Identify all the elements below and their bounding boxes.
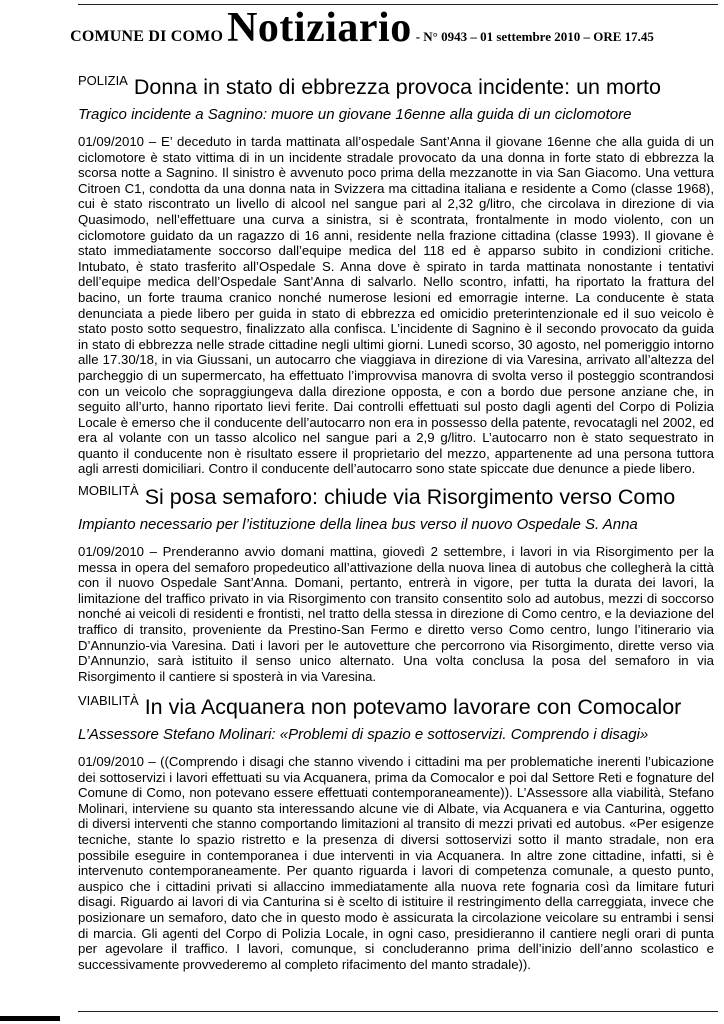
article-headline-row — [78, 686, 714, 725]
masthead-issue-info: - N° 0943 – 01 settembre 2010 – ORE 17.45 — [415, 29, 654, 44]
article-mobilita — [78, 476, 714, 684]
masthead-comune: COMUNE DI COMO — [70, 28, 224, 45]
bottom-corner-mark — [0, 1016, 60, 1021]
article-body: 01/09/2010 – Prenderanno avvio domani mattina, giovedì 2 settembre, i lavori in via Risorgimento per la messa in opera del semaforo propedeutico all’attivazione della nuova linea di autobus che collegherà la città con il nuovo Ospedale Sant’Anna. Domani, pertanto, entrerà in vigore, per tutta la durata dei lavori, la limitazione del traffico privato in via Risorgimento con transito consentito solo ad autobus, mezzi di soccorso nonché ai veicoli di residenti e frontisti, nel tratto della stessa in direzione di Como centro, e la deviazione del traffico di transito, proveniente da Prestino-San Fermo e diretto verso Como centro, lungo l’itinerario via D’Annunzio-via Varesina. Dati i lavori per le autovetture che percorrono via Risorgimento, dirette verso via D’Annunzio, sarà istituito il senso unico alternato. Una volta conclusa la posa del semaforo in via Risorgimento il cantiere si sposterà in via Varesina. — [78, 544, 714, 684]
bottom-rule — [78, 1011, 718, 1012]
masthead-title: Notiziario — [227, 5, 412, 51]
section-tag: MOBILITÀ — [78, 483, 139, 498]
article-headline: In via Acquanera non potevamo lavorare con Comocalor — [144, 695, 682, 719]
article-body: 01/09/2010 – E’ deceduto in tarda mattinata all’ospedale Sant’Anna il giovane 16enne che alla guida di un ciclomotore è stato vittima di in un incidente stradale provocato da una donna in forte stato di ebbrezza la scorsa notte a Sagnino. Il sinistro è avvenuto poco prima della mezzanotte in via San Giacomo. Una vettura Citroen C1, condotta da una donna nata in Svizzera ma cittadina italiana e residente a Como (classe 1968), cui è stato riscontrato un livello di alcool nel sangue pari al 2,32 g/litro, che circolava in direzione di via Quasimodo, nell’effettuare una curva a sinistra, si è scontrata, frontalmente in modo violento, con un ciclomotore guidato da un ragazzo di 16 anni, residente nella frazione cittadina (classe 1993). Il giovane è stato immediatamente soccorso dall’equipe medica del 118 ed è apparso subito in condizioni critiche. Intubato, è stato trasferito all’Ospedale S. Anna dove è spirato in tarda mattinata nonostante i tentativi dell’equipe medica dell’Ospedale Sant’Anna di salvarlo. Nello scontro, infatti, ha riportato la frattura del bacino, un forte trauma cranico nonché numerose lesioni ed emorragie interne. La conducente è stata denunciata a piede libero per guida in stato di ebbrezza ed omicidio preterintenzionale ed il suo veicolo è stato posto sotto sequestro, finalizzato alla confisca. L’incidente di Sagnino è il secondo provocato da guida in stato di ebbrezza nelle strade cittadine negli ultimi giorni. Lunedì scorso, 30 agosto, nel pomeriggio intorno alle 17.30/18, in via Giussani, un autocarro che viaggiava in direzione di via Varesina, arrivato all’altezza del parcheggio di un supermercato, ha effettuato l’improvvisa manovra di svolta verso il posteggio scontrandosi con un veicolo che sopraggiungeva dalla direzione opposta, e con a bordo due persone anziane che, in seguito all’urto, hanno riportato lievi ferite. Dai controlli effettuati sul posto dagli agenti del Corpo di Polizia Locale è emerso che il conducente dell’autocarro non era in possesso della patente, revocatagli nel 2002, ed era al volante con un tasso alcolico nel sangue pari a 2,9 g/litro. L’autocarro non è stato sequestrato in quanto il conducente non è risultato essere il proprietario del mezzo, appartenente ad una persona tuttora agli arresti domiciliari. Contro il conducente dell’autocarro sono state spiccate due denunce a piede libero. — [78, 134, 714, 477]
masthead — [0, 4, 724, 52]
article-headline: Si posa semaforo: chiude via Risorgimento verso Como — [144, 485, 676, 509]
article-headline-row — [78, 476, 714, 515]
article-subtitle: L’Assessore Stefano Molinari: «Problemi di spazio e sottoservizi. Comprendo i disagi» — [78, 726, 649, 743]
article-polizia — [78, 66, 714, 477]
article-viabilita — [78, 686, 714, 972]
section-tag: POLIZIA — [78, 73, 128, 88]
article-subtitle: Tragico incidente a Sagnino: muore un giovane 16enne alla guida di un ciclomotore — [78, 106, 632, 123]
article-body: 01/09/2010 – ((Comprendo i disagi che stanno vivendo i cittadini ma per problematiche inerenti l’ubicazione dei sottoservizi i lavori effettuati su via Acquanera, prima da Comocalor e poi dal Settore Reti e fognature del Comune di Como, non potevano essere effettuati contemporaneamente)). L’Assessore alla viabilità, Stefano Molinari, interviene su quanto sta interessando alcune vie di Albate, via Acquanera e via Canturina, oggetto di diversi interventi che stanno comportando limitazioni al transito di mezzi privati ed autobus. «Per esigenze tecniche, stante lo spazio ristretto e la presenza di diversi sottoservizi sotto il manto stradale, non era possibile eseguire in contemporanea i due interventi in via Acquanera. In altre zone cittadine, infatti, si è intervenuto contemporaneamente. Per quanto riguarda i lavori di competenza comunale, a questo punto, auspico che i cittadini privati si allaccino immediatamente alla nuova rete fognaria così da limitare futuri disagi. Riguardo ai lavori di via Canturina si è scelto di istituire il restringimento della carreggiata, invece che posizionare un semaforo, dato che in questo modo è assicurata la circolazione veicolare su entrambi i sensi di marcia. Gli agenti del Corpo di Polizia Locale, in ogni caso, presidieranno il cantiere negli orari di punta per agevolare il traffico. I lavori, comunque, si concluderanno prima dell’inizio dell’anno scolastico e successivamente provvederemo al completo rifacimento del manto stradale)). — [78, 754, 714, 972]
article-headline: Donna in stato di ebbrezza provoca incidente: un morto — [133, 75, 661, 99]
section-tag: VIABILITÀ — [78, 693, 139, 708]
article-subtitle: Impianto necessario per l’istituzione della linea bus verso il nuovo Ospedale S. Anna — [78, 516, 638, 533]
article-headline-row — [78, 66, 714, 105]
